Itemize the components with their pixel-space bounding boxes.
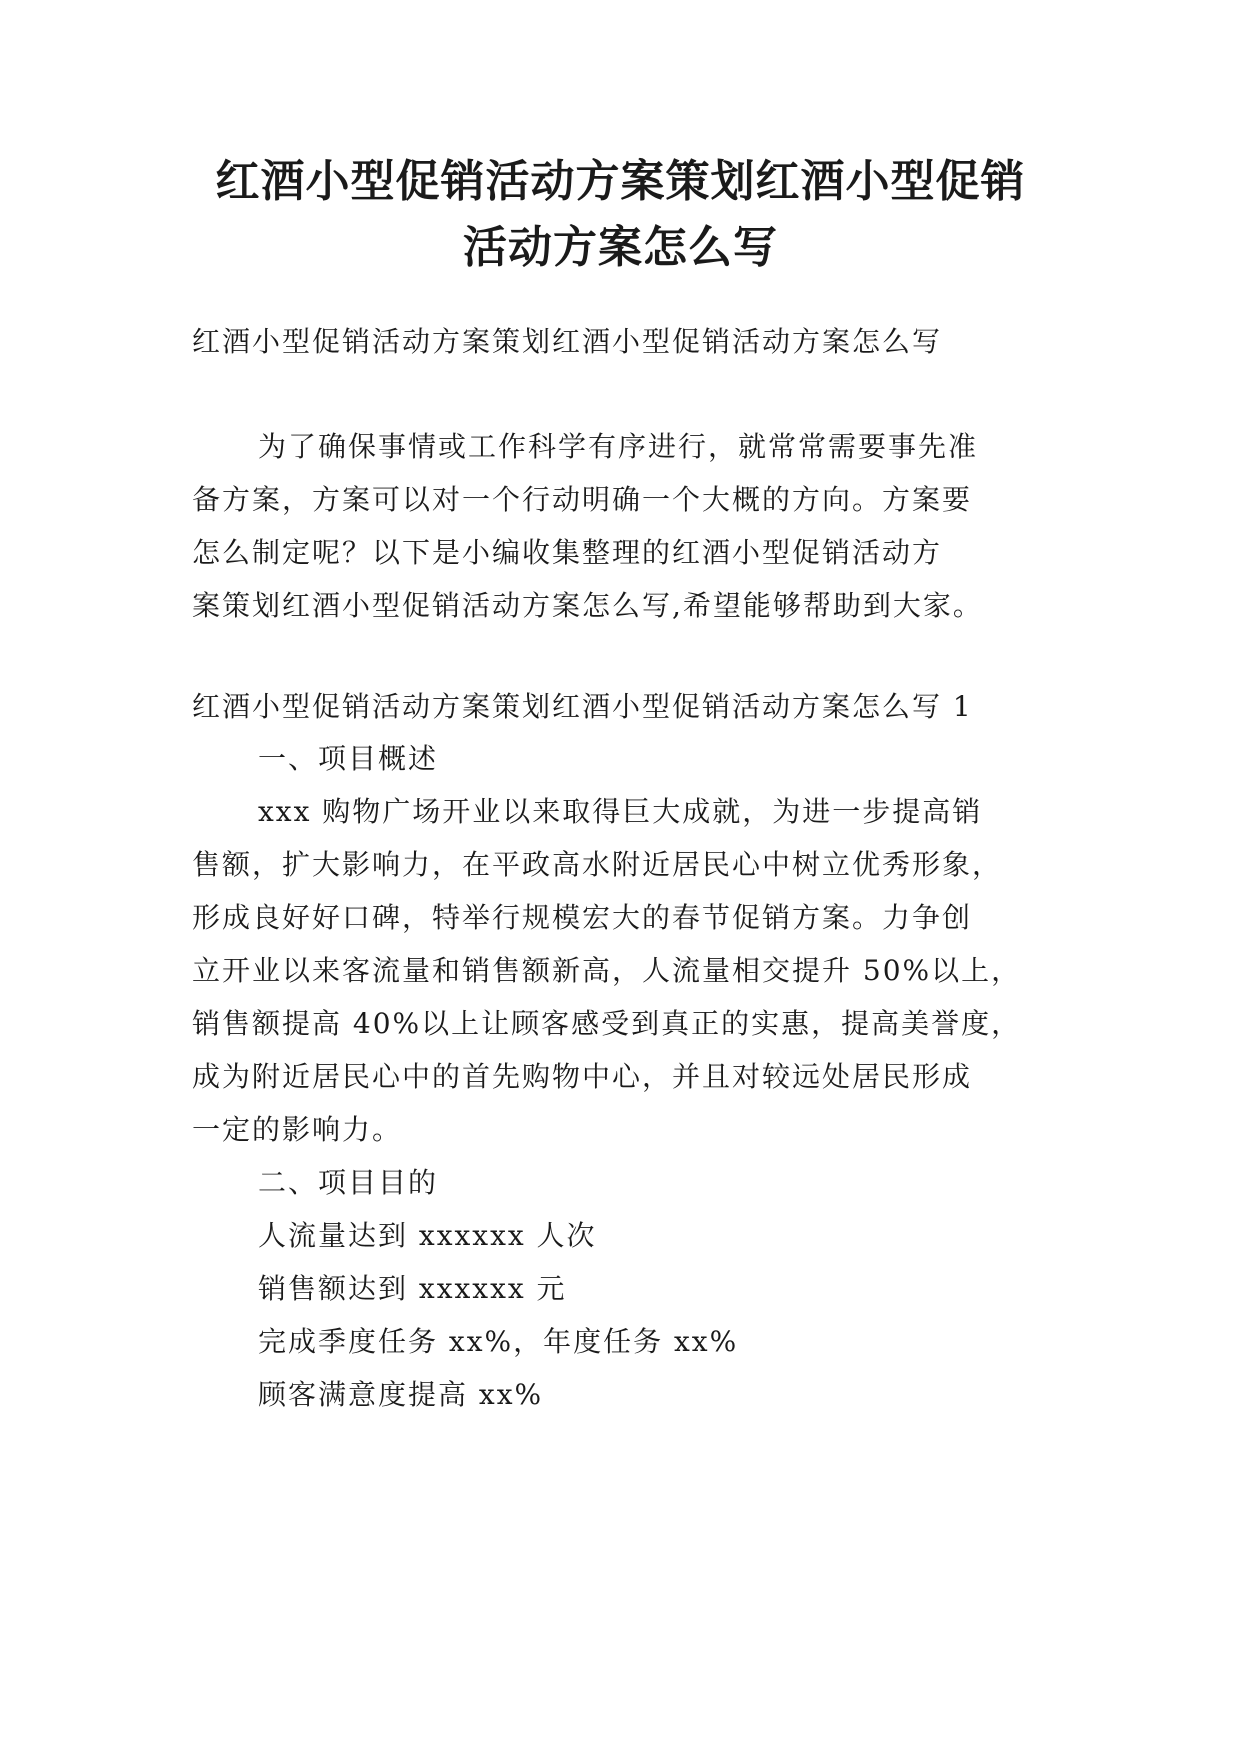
overview-line: 售额，扩大影响力，在平政高水附近居民心中树立优秀形象，: [192, 848, 1003, 881]
goal-item: 顾客满意度提高 xx%: [258, 1378, 544, 1411]
overview-line: 形成良好好口碑，特举行规模宏大的春节促销方案。力争创: [192, 901, 973, 934]
goal-item: 销售额达到 xxxxxx 元: [258, 1272, 567, 1305]
intro-line: 为了确保事情或工作科学有序进行，就常常需要事先准: [258, 430, 979, 463]
section-title: 红酒小型促销活动方案策划红酒小型促销活动方案怎么写 1: [192, 690, 973, 723]
overview-line: 立开业以来客流量和销售额新高，人流量相交提升 50%以上，: [192, 954, 1022, 987]
intro-line: 备方案，方案可以对一个行动明确一个大概的方向。方案要: [192, 483, 973, 516]
heading-overview: 一、项目概述: [258, 742, 439, 775]
overview-line: 一定的影响力。: [192, 1113, 403, 1146]
heading-goals: 二、项目目的: [258, 1166, 439, 1199]
document-subtitle: 红酒小型促销活动方案策划红酒小型促销活动方案怎么写: [192, 325, 943, 358]
goal-item: 人流量达到 xxxxxx 人次: [258, 1219, 597, 1252]
goal-item: 完成季度任务 xx%，年度任务 xx%: [258, 1325, 739, 1358]
overview-line: 销售额提高 40%以上让顾客感受到真正的实惠，提高美誉度，: [192, 1007, 1022, 1040]
overview-line: 成为附近居民心中的首先购物中心，并且对较远处居民形成: [192, 1060, 973, 1093]
intro-line: 怎么制定呢？以下是小编收集整理的红酒小型促销活动方: [192, 536, 943, 569]
document-title-line-2: 活动方案怎么写: [463, 222, 778, 273]
overview-line: xxx 购物广场开业以来取得巨大成就，为进一步提高销: [258, 795, 983, 828]
intro-line: 案策划红酒小型促销活动方案怎么写,希望能够帮助到大家。: [192, 589, 983, 622]
document-title-line-1: 红酒小型促销活动方案策划红酒小型促销: [215, 156, 1026, 207]
